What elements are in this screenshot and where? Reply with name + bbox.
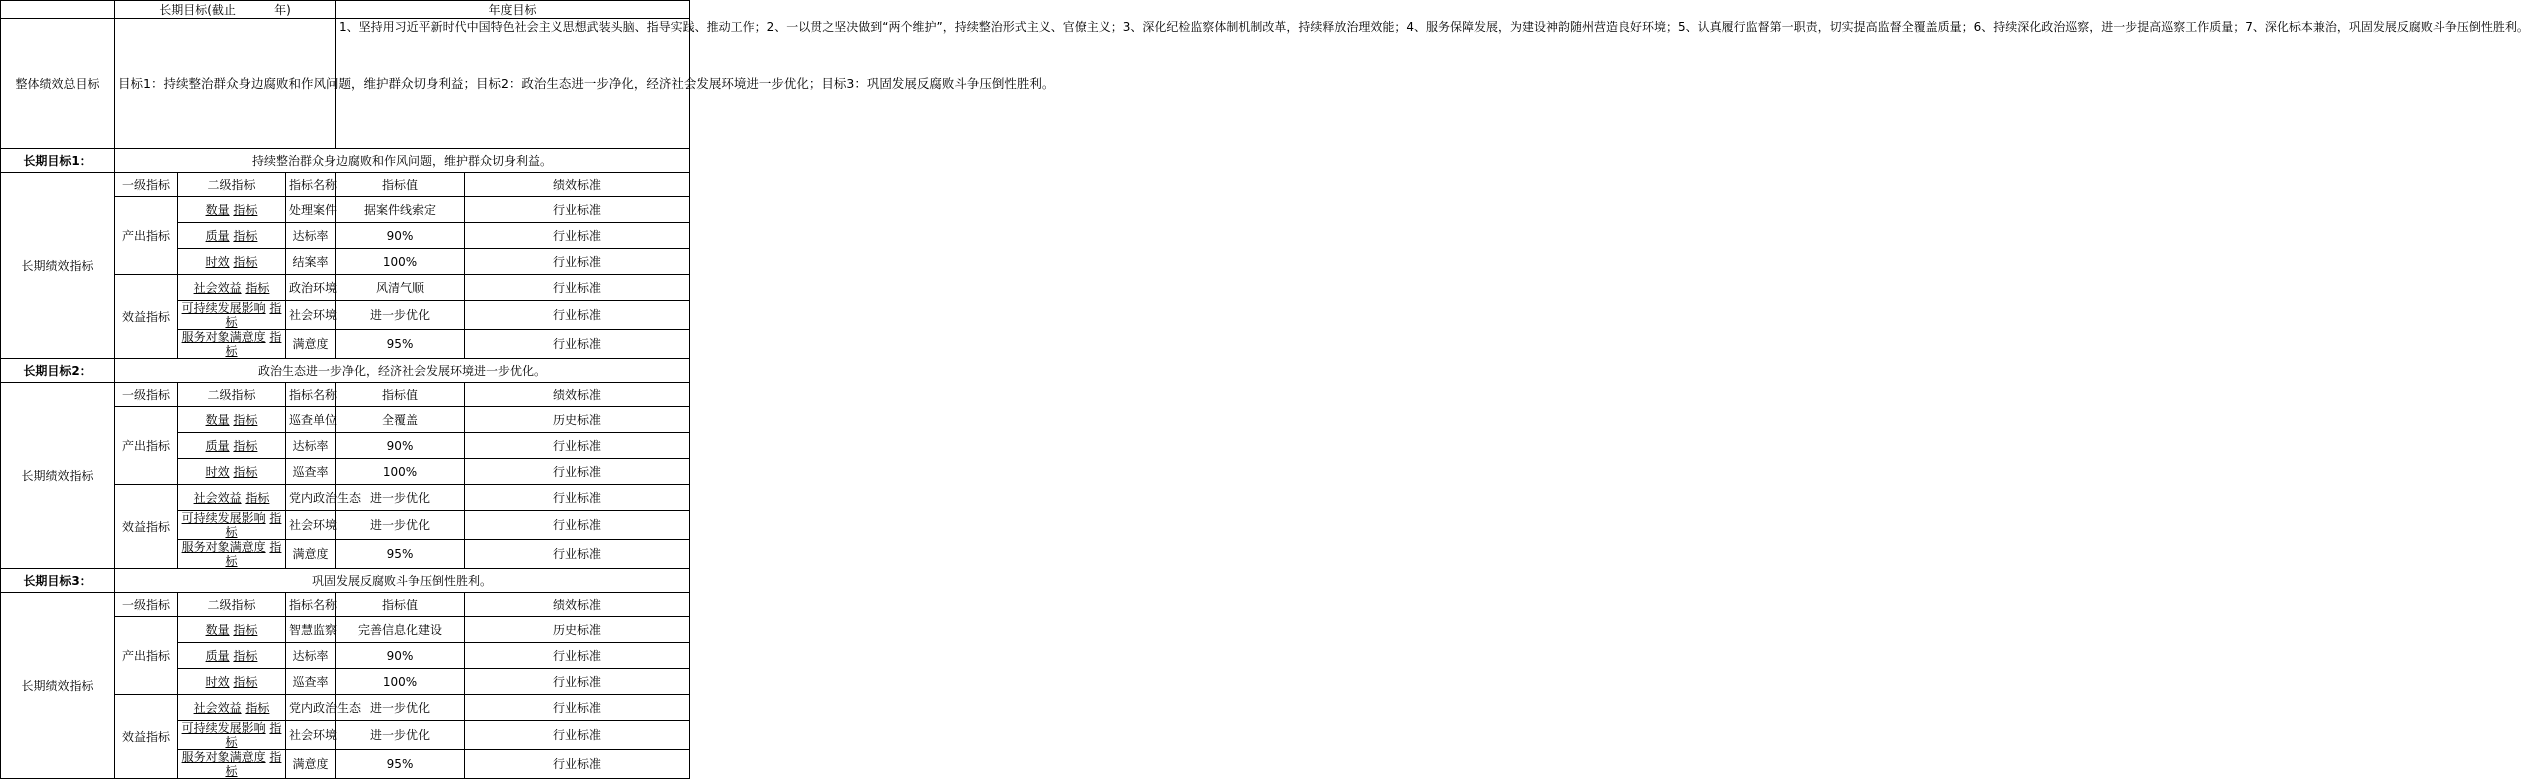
level2-indicator (178, 249, 286, 275)
long-term-header: 长期目标(截止 年) (115, 1, 336, 19)
performance-standard: 行业标准 (465, 249, 690, 275)
level2-label: 质量 (205, 648, 230, 663)
indicator-name: 巡查率 (286, 669, 336, 695)
indicator-value: 进一步优化 (336, 485, 465, 511)
level2-indicator (178, 540, 286, 569)
indicator-value: 进一步优化 (336, 511, 465, 540)
indicator-name: 巡查单位 (286, 407, 336, 433)
level1-benefit: 效益指标 (115, 485, 178, 569)
indicator-value: 100% (336, 459, 465, 485)
long-term-perf-label: 长期绩效指标 (1, 383, 115, 569)
blank-header-cell (1, 1, 115, 19)
col-level2: 二级指标 (178, 383, 286, 407)
overall-annual-text: 1、坚持用习近平新时代中国特色社会主义思想武装头脑、指导实践、推动工作；2、一以贯之坚决做到“两个维护”，持续整治形式主义、官僚主义；3、深化纪检监察体制机制改革，持续释放治理效能；4、服务保障发展，为建设神韵随州营造良好环境；5、认真履行监督第一职责，切实提高监督全覆盖质量；6、持续深化政治巡察，进一步提高巡察工作质量；7、深化标本兼治，巩固发展反腐败斗争压倒性胜利。 (336, 19, 690, 149)
level2-indicator (178, 275, 286, 301)
level2-label: 时效 (205, 674, 230, 689)
level1-benefit: 效益指标 (115, 695, 178, 779)
performance-standard: 行业标准 (465, 750, 690, 779)
performance-standard: 行业标准 (465, 485, 690, 511)
performance-standard: 行业标准 (465, 459, 690, 485)
level2-label: 服务对象满意度 (181, 750, 266, 764)
overall-goal-row (1, 19, 690, 149)
performance-standard: 历史标准 (465, 617, 690, 643)
col-indicator-name: 指标名称 (286, 173, 336, 197)
performance-standard: 行业标准 (465, 330, 690, 359)
level2-label: 可持续发展影响 (181, 721, 266, 735)
long-term-perf-label: 长期绩效指标 (1, 173, 115, 359)
level2-label: 社会效益 (193, 700, 242, 715)
indicator-value: 完善信息化建设 (336, 617, 465, 643)
col-standard: 绩效标准 (465, 173, 690, 197)
level2-indicator (178, 617, 286, 643)
level2-suffix: 指标 (233, 464, 258, 479)
level2-suffix: 指标 (225, 301, 282, 329)
goal-text: 持续整治群众身边腐败和作风问题，维护群众切身利益。 (115, 149, 690, 173)
indicator-value: 进一步优化 (336, 721, 465, 750)
col-indicator-name: 指标名称 (286, 593, 336, 617)
level2-suffix: 指标 (233, 228, 258, 243)
col-indicator-value: 指标值 (336, 593, 465, 617)
indicator-name: 结案率 (286, 249, 336, 275)
level2-label: 时效 (205, 254, 230, 269)
level2-indicator (178, 643, 286, 669)
goal-label: 长期目标3： (1, 569, 115, 593)
level2-suffix: 指标 (233, 622, 258, 637)
indicator-name: 达标率 (286, 433, 336, 459)
goal-title-row (1, 149, 690, 173)
col-level1: 一级指标 (115, 593, 178, 617)
indicator-value: 95% (336, 750, 465, 779)
indicator-value: 95% (336, 330, 465, 359)
indicator-value: 进一步优化 (336, 301, 465, 330)
level2-indicator (178, 197, 286, 223)
level2-suffix: 指标 (225, 330, 282, 358)
level2-suffix: 指标 (233, 648, 258, 663)
level2-label: 社会效益 (193, 490, 242, 505)
level2-suffix: 指标 (245, 700, 270, 715)
goal-label: 长期目标1： (1, 149, 115, 173)
level2-label: 社会效益 (193, 280, 242, 295)
col-standard: 绩效标准 (465, 593, 690, 617)
level2-indicator (178, 223, 286, 249)
level2-indicator (178, 330, 286, 359)
level2-suffix: 指标 (245, 490, 270, 505)
goal-title-row (1, 569, 690, 593)
indicator-header-row (1, 593, 690, 617)
overall-long-term-text: 目标1：持续整治群众身边腐败和作风问题，维护群众切身利益；目标2：政治生态进一步净化，经济社会发展环境进一步优化；目标3：巩固发展反腐败斗争压倒性胜利。 (115, 19, 336, 149)
indicator-value: 95% (336, 540, 465, 569)
level2-suffix: 指标 (233, 438, 258, 453)
goal-title-row (1, 359, 690, 383)
indicator-name: 智慧监察 (286, 617, 336, 643)
indicator-name: 达标率 (286, 643, 336, 669)
indicator-name: 社会环境 (286, 511, 336, 540)
level2-label: 可持续发展影响 (181, 301, 266, 315)
level2-label: 可持续发展影响 (181, 511, 266, 525)
col-level1: 一级指标 (115, 173, 178, 197)
level1-output: 产出指标 (115, 197, 178, 275)
indicator-value: 90% (336, 433, 465, 459)
performance-standard: 行业标准 (465, 223, 690, 249)
level2-label: 时效 (205, 464, 230, 479)
level1-output: 产出指标 (115, 407, 178, 485)
level1-output: 产出指标 (115, 617, 178, 695)
level2-label: 质量 (205, 438, 230, 453)
level2-label: 数量 (205, 412, 230, 427)
performance-standard: 行业标准 (465, 669, 690, 695)
level2-indicator (178, 459, 286, 485)
indicator-name: 社会环境 (286, 301, 336, 330)
level2-indicator (178, 407, 286, 433)
level2-suffix: 指标 (233, 674, 258, 689)
indicator-name: 满意度 (286, 330, 336, 359)
level1-benefit: 效益指标 (115, 275, 178, 359)
indicator-value: 90% (336, 223, 465, 249)
indicator-name: 政治环境 (286, 275, 336, 301)
annual-header: 年度目标 (336, 1, 690, 19)
performance-standard: 行业标准 (465, 695, 690, 721)
col-level2: 二级指标 (178, 593, 286, 617)
indicator-name: 党内政治生态 (286, 485, 336, 511)
level2-label: 质量 (205, 228, 230, 243)
level2-label: 数量 (205, 622, 230, 637)
col-indicator-value: 指标值 (336, 173, 465, 197)
header-row (1, 1, 690, 19)
col-level2: 二级指标 (178, 173, 286, 197)
level2-suffix: 指标 (225, 721, 282, 749)
level2-indicator (178, 511, 286, 540)
level2-suffix: 指标 (225, 750, 282, 778)
level2-suffix: 指标 (245, 280, 270, 295)
long-term-perf-label: 长期绩效指标 (1, 593, 115, 779)
level2-indicator (178, 669, 286, 695)
performance-standard: 行业标准 (465, 197, 690, 223)
indicator-name: 巡查率 (286, 459, 336, 485)
goal-text: 政治生态进一步净化，经济社会发展环境进一步优化。 (115, 359, 690, 383)
performance-standard: 行业标准 (465, 275, 690, 301)
level2-indicator (178, 301, 286, 330)
performance-standard: 行业标准 (465, 511, 690, 540)
performance-standard: 行业标准 (465, 643, 690, 669)
overall-goal-label: 整体绩效总目标 (1, 19, 115, 149)
level2-label: 数量 (205, 202, 230, 217)
goal-text: 巩固发展反腐败斗争压倒性胜利。 (115, 569, 690, 593)
indicator-value: 100% (336, 669, 465, 695)
performance-standard: 行业标准 (465, 721, 690, 750)
level2-suffix: 指标 (233, 412, 258, 427)
level2-suffix: 指标 (225, 540, 282, 568)
indicator-value: 进一步优化 (336, 695, 465, 721)
indicator-value: 风清气顺 (336, 275, 465, 301)
indicator-value: 100% (336, 249, 465, 275)
performance-standard: 行业标准 (465, 540, 690, 569)
performance-standard: 行业标准 (465, 301, 690, 330)
indicator-value: 全覆盖 (336, 407, 465, 433)
indicator-name: 处理案件 (286, 197, 336, 223)
level2-label: 服务对象满意度 (181, 540, 266, 554)
indicator-header-row (1, 383, 690, 407)
level2-suffix: 指标 (233, 202, 258, 217)
col-indicator-value: 指标值 (336, 383, 465, 407)
performance-standard: 历史标准 (465, 407, 690, 433)
level2-indicator (178, 485, 286, 511)
col-standard: 绩效标准 (465, 383, 690, 407)
level2-indicator (178, 721, 286, 750)
indicator-name: 满意度 (286, 750, 336, 779)
level2-suffix: 指标 (233, 254, 258, 269)
level2-label: 服务对象满意度 (181, 330, 266, 344)
indicator-name: 达标率 (286, 223, 336, 249)
col-indicator-name: 指标名称 (286, 383, 336, 407)
indicator-value: 90% (336, 643, 465, 669)
col-level1: 一级指标 (115, 383, 178, 407)
goal-label: 长期目标2： (1, 359, 115, 383)
indicator-name: 党内政治生态 (286, 695, 336, 721)
level2-indicator (178, 750, 286, 779)
indicator-value: 据案件线索定 (336, 197, 465, 223)
level2-indicator (178, 433, 286, 459)
indicator-name: 满意度 (286, 540, 336, 569)
level2-suffix: 指标 (225, 511, 282, 539)
level2-indicator (178, 695, 286, 721)
indicator-name: 社会环境 (286, 721, 336, 750)
performance-standard: 行业标准 (465, 433, 690, 459)
indicator-header-row (1, 173, 690, 197)
